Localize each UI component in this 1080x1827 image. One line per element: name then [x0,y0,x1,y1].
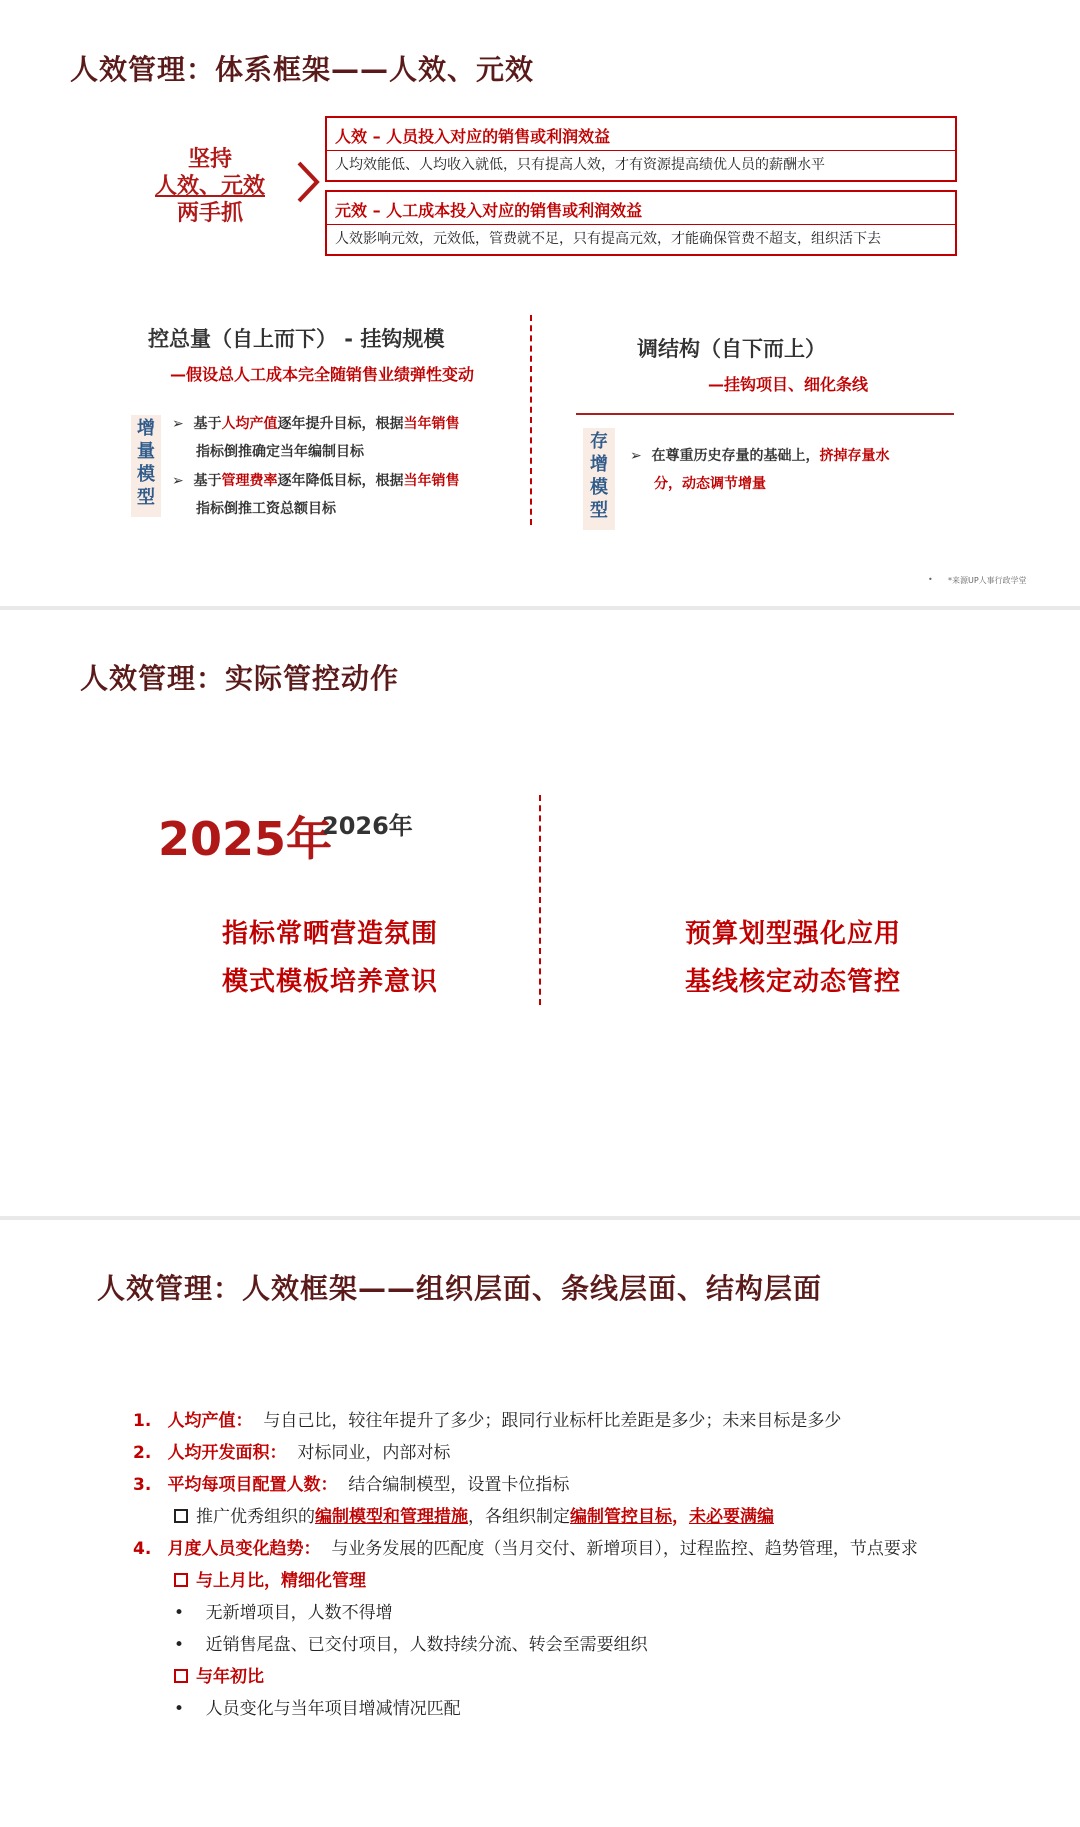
text: 与年初比 [196,1667,264,1687]
item-sep: ： [320,1475,338,1495]
item-4-sub-b [174,1662,264,1687]
text: 推广优秀组织的 [196,1507,315,1527]
source-bullet: • [928,575,933,584]
keyword: 编制管控目标 [570,1507,672,1527]
item-key: 平均每项目配置人数 [167,1475,321,1495]
left-subheading: —假设总人工成本完全随销售业绩弹性变动 [170,365,475,384]
keyword: 分，动态调节增量 [654,476,766,492]
tag-stock-model [583,428,615,530]
bullet-dot-icon: • [174,1603,185,1623]
left-bullet-1 [172,410,459,466]
keyword: 当年销售 [403,416,460,432]
box-renxiao [325,116,957,182]
keyword: 未必要满编 [689,1507,774,1527]
slide-control-actions [0,610,1080,1216]
tag-char: 量 [137,441,155,462]
chevron-right-icon [295,160,321,204]
text: 逐年提升目标，根据 [277,416,404,432]
bullet-item [174,1598,393,1623]
text: 近销售尾盘、已交付项目，人数持续分流、转会至需要组织 [205,1635,648,1655]
text: ，各组织制定 [468,1507,570,1527]
box-yuanxiao-heading: 元效 – 人工成本投入对应的销售或利润效益 [335,201,643,220]
item-sep: ： [269,1443,287,1463]
keyword: 人均产值 [221,416,278,432]
bullet-dot-icon: • [174,1699,185,1719]
checkbox-square-icon [174,1509,188,1523]
item-key: 人均开发面积 [167,1443,270,1463]
year-2025: 2025年 [158,812,333,866]
item-number: 4. [133,1539,152,1559]
text: 在尊重历史存量的基础上， [651,448,820,464]
tag-incremental-model [131,415,161,517]
tag-char: 存 [590,431,608,452]
left-bullet-2 [172,467,459,523]
slide1-title: 人效管理：体系框架——人效、元效 [70,53,535,86]
slogan-line-2: 人效、元效 [154,174,265,199]
item-key: 人均产值 [167,1411,236,1431]
left-action-1: 指标常晒营造氛围 [222,919,439,949]
tag-char: 型 [137,487,155,508]
tag-char: 模 [137,464,155,485]
arrow-bullet-icon: ➢ [630,448,642,464]
keyword: 编制模型和管理措施 [315,1507,468,1527]
box-divider [327,224,955,225]
text: 指标倒推工资总额目标 [196,501,336,517]
text: 基于 [193,473,222,489]
item-text: 与自己比，较往年提升了多少；跟同行业标杆比差距是多少；未来目标是多少 [263,1411,842,1431]
keyword: 当年销售 [403,473,460,489]
tag-char: 型 [590,500,608,521]
item-number: 3. [133,1475,152,1495]
box-divider [327,150,955,151]
text: 无新增项目，人数不得增 [205,1603,393,1623]
arrow-bullet-icon: ➢ [172,473,184,489]
text: 与上月比，精细化管理 [196,1571,366,1591]
right-heading: 调结构（自下而上） [637,337,826,361]
right-subheading: —挂钩项目、细化条线 [708,375,869,394]
right-action-1: 预算划型强化应用 [685,919,902,949]
item-sep: ： [303,1539,321,1559]
source-note: *来源UP人事行政学堂 [948,576,1027,585]
keyword: 管理费率 [221,473,278,489]
tag-char: 增 [590,454,608,475]
bullet-item [174,1630,648,1655]
tag-char: 增 [137,418,155,439]
item-1 [133,1406,841,1431]
box-renxiao-body: 人均效能低、人均收入就低，只有提高人效，才有资源提高绩优人员的薪酬水平 [335,157,825,173]
slide-efficiency-framework [0,1220,1080,1827]
item-3-sub [174,1502,774,1527]
box-renxiao-heading: 人效 – 人员投入对应的销售或利润效益 [335,127,611,146]
slogan [148,146,272,227]
checkbox-square-icon [174,1669,188,1683]
bullet-dot-icon: • [174,1635,185,1655]
year-2026: 2026年 [322,812,413,840]
text: 指标倒推确定当年编制目标 [196,444,364,460]
right-rule [576,413,954,415]
right-action-2: 基线核定动态管控 [685,967,902,997]
item-3 [133,1470,569,1495]
left-heading: 控总量（自上而下） - 挂钩规模 [148,327,445,351]
bullet-item [174,1694,461,1719]
item-key: 月度人员变化趋势 [167,1539,304,1559]
slide3-title: 人效管理：人效框架——组织层面、条线层面、结构层面 [97,1272,823,1305]
box-yuanxiao-body: 人效影响元效，元效低，管费就不足，只有提高元效，才能确保管费不超支，组织活下去 [335,231,881,247]
slogan-line-1: 坚持 [187,147,232,172]
text: ， [672,1507,689,1527]
keyword: 挤掉存量水 [819,448,890,464]
arrow-bullet-icon: ➢ [172,416,184,432]
checkbox-square-icon [174,1573,188,1587]
item-text: 与业务发展的匹配度（当月交付、新增项目），过程监控、趋势管理，节点要求 [331,1539,918,1559]
box-yuanxiao [325,190,957,256]
text: 基于 [193,416,222,432]
slide-system-framework [0,0,1080,606]
slide2-title: 人效管理：实际管控动作 [80,662,400,695]
item-number: 2. [133,1443,152,1463]
text: 人员变化与当年项目增减情况匹配 [205,1699,461,1719]
item-4-sub-a [174,1566,366,1591]
tag-char: 模 [590,477,608,498]
item-sep: ： [235,1411,253,1431]
item-text: 结合编制模型，设置卡位指标 [348,1475,570,1495]
column-divider [530,315,532,525]
slogan-line-3: 两手抓 [176,201,243,226]
item-number: 1. [133,1411,152,1431]
right-bullet-1 [630,442,889,498]
item-4 [133,1534,918,1559]
item-text: 对标同业，内部对标 [297,1443,451,1463]
item-2 [133,1438,450,1463]
left-action-2: 模式模板培养意识 [222,967,439,997]
column-divider [539,795,541,1005]
text: 逐年降低目标，根据 [277,473,404,489]
